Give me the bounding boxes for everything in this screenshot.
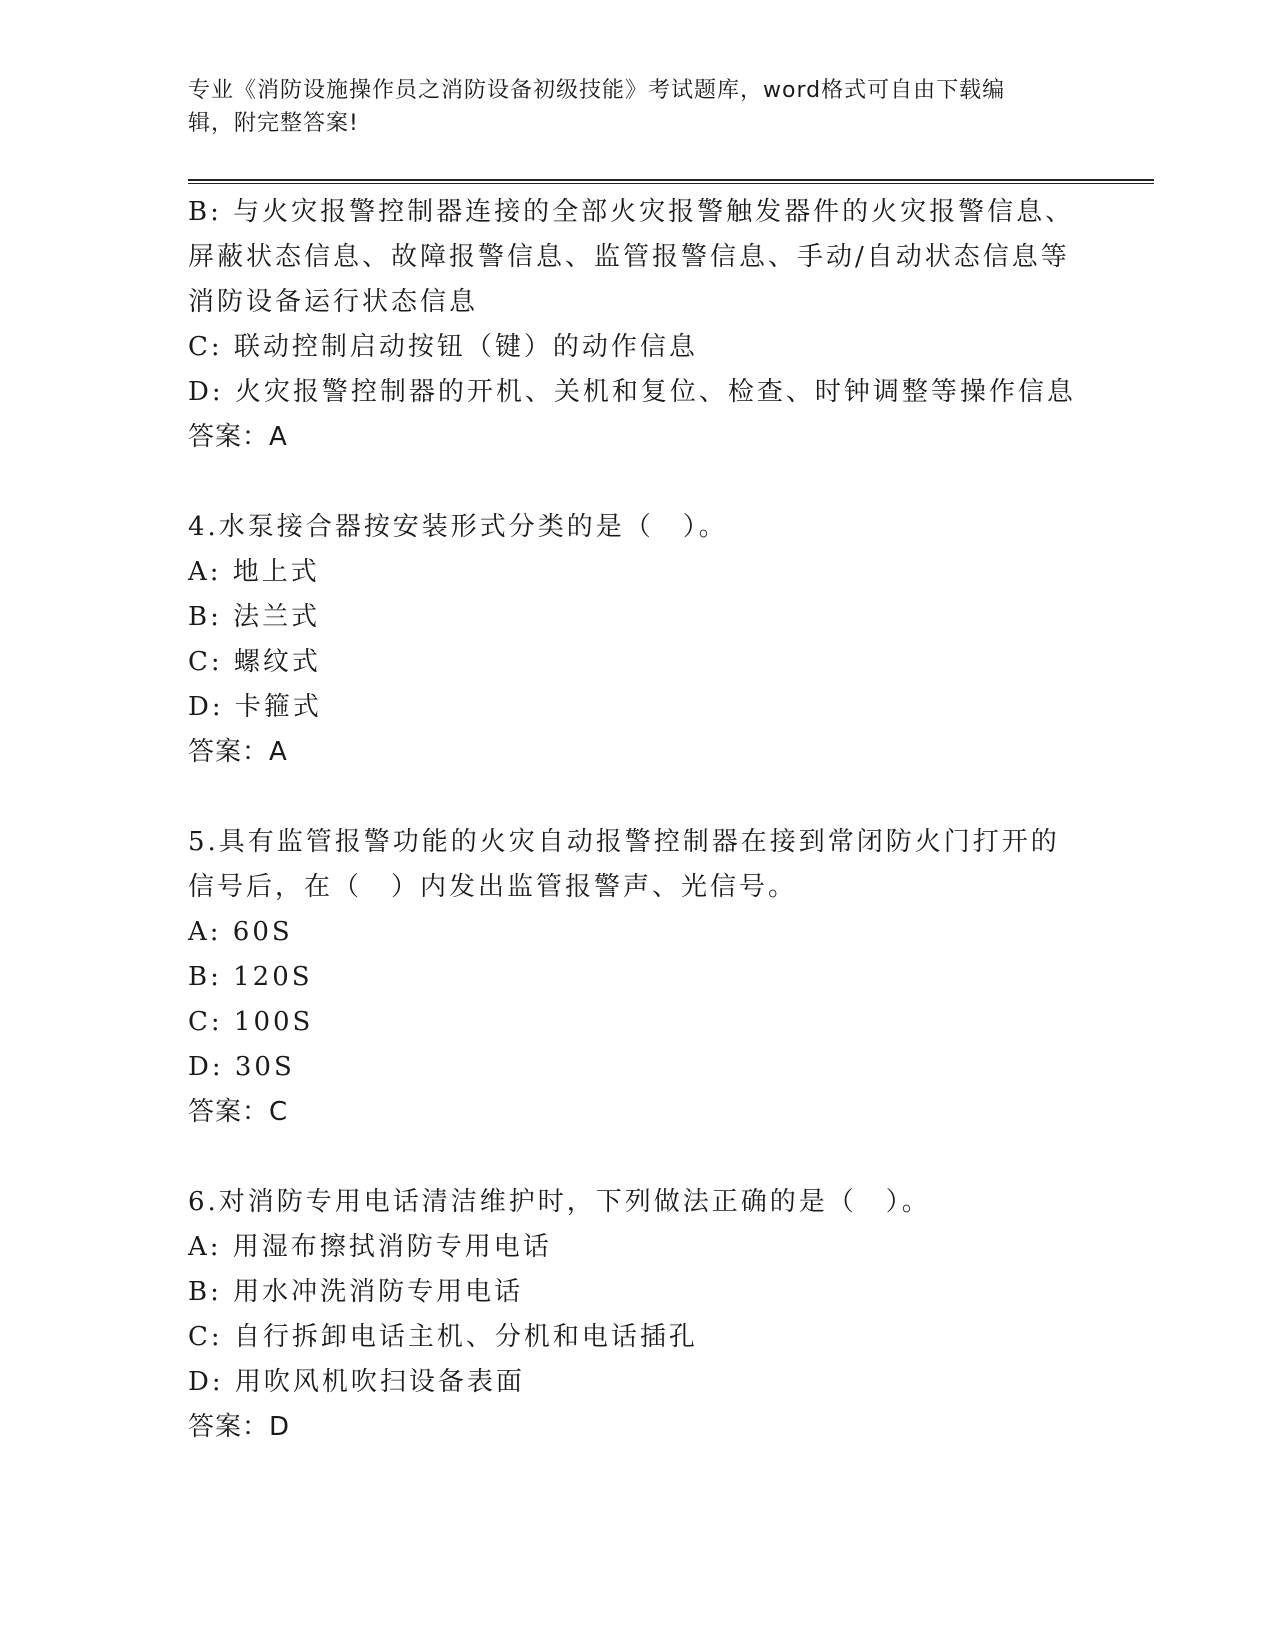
question-6 [188, 1180, 1088, 1450]
option-c: C: 联动控制启动按钮（键）的动作信息 [188, 332, 698, 362]
header-divider [188, 179, 1154, 184]
option-b-line-2: 屏蔽状态信息、故障报警信息、监管报警信息、手动/自动状态信息等 [188, 242, 1070, 272]
option-d: D: 火灾报警控制器的开机、关机和复位、检查、时钟调整等操作信息 [188, 377, 1076, 407]
option-b: B: 用水冲洗消防专用电话 [188, 1277, 524, 1307]
question-4 [188, 505, 1088, 775]
answer: 答案：A [188, 737, 288, 767]
question-list [188, 190, 1088, 1450]
question-stem: 6.对消防专用电话清洁维护时，下列做法正确的是（ ）。 [188, 1187, 931, 1217]
question-3-tail [188, 190, 1088, 460]
option-c: C: 100S [188, 1007, 314, 1037]
question-stem-line-2: 信号后，在（ ）内发出监管报警声、光信号。 [188, 872, 798, 902]
option-b-line-1: B: 与火灾报警控制器连接的全部火灾报警触发器件的火灾报警信息、 [188, 197, 1075, 227]
option-a: A: 60S [188, 917, 293, 947]
option-a: A: 用湿布擦拭消防专用电话 [188, 1232, 552, 1262]
option-c: C: 自行拆卸电话主机、分机和电话插孔 [188, 1322, 698, 1352]
answer: 答案：C [188, 1097, 289, 1127]
option-b: B: 法兰式 [188, 602, 321, 632]
document-header [188, 74, 1068, 140]
question-5 [188, 820, 1088, 1135]
spacer [188, 1135, 1088, 1180]
option-d: D: 30S [188, 1052, 295, 1082]
question-stem: 4.水泵接合器按安装形式分类的是（ ）。 [188, 512, 728, 542]
option-d: D: 用吹风机吹扫设备表面 [188, 1367, 525, 1397]
header-line-1: 专业《消防设施操作员之消防设备初级技能》考试题库，word格式可自由下载编 [188, 78, 1006, 103]
option-c: C: 螺纹式 [188, 647, 321, 677]
answer: 答案：D [188, 1412, 291, 1442]
spacer [188, 460, 1088, 505]
spacer [188, 775, 1088, 820]
option-a: A: 地上式 [188, 557, 320, 587]
question-stem-line-1: 5.具有监管报警功能的火灾自动报警控制器在接到常闭防火门打开的 [188, 827, 1060, 857]
answer: 答案：A [188, 422, 288, 452]
option-b: B: 120S [188, 962, 313, 992]
header-line-2: 辑，附完整答案! [188, 111, 359, 136]
option-b-line-3: 消防设备运行状态信息 [188, 287, 479, 317]
option-d: D: 卡箍式 [188, 692, 322, 722]
